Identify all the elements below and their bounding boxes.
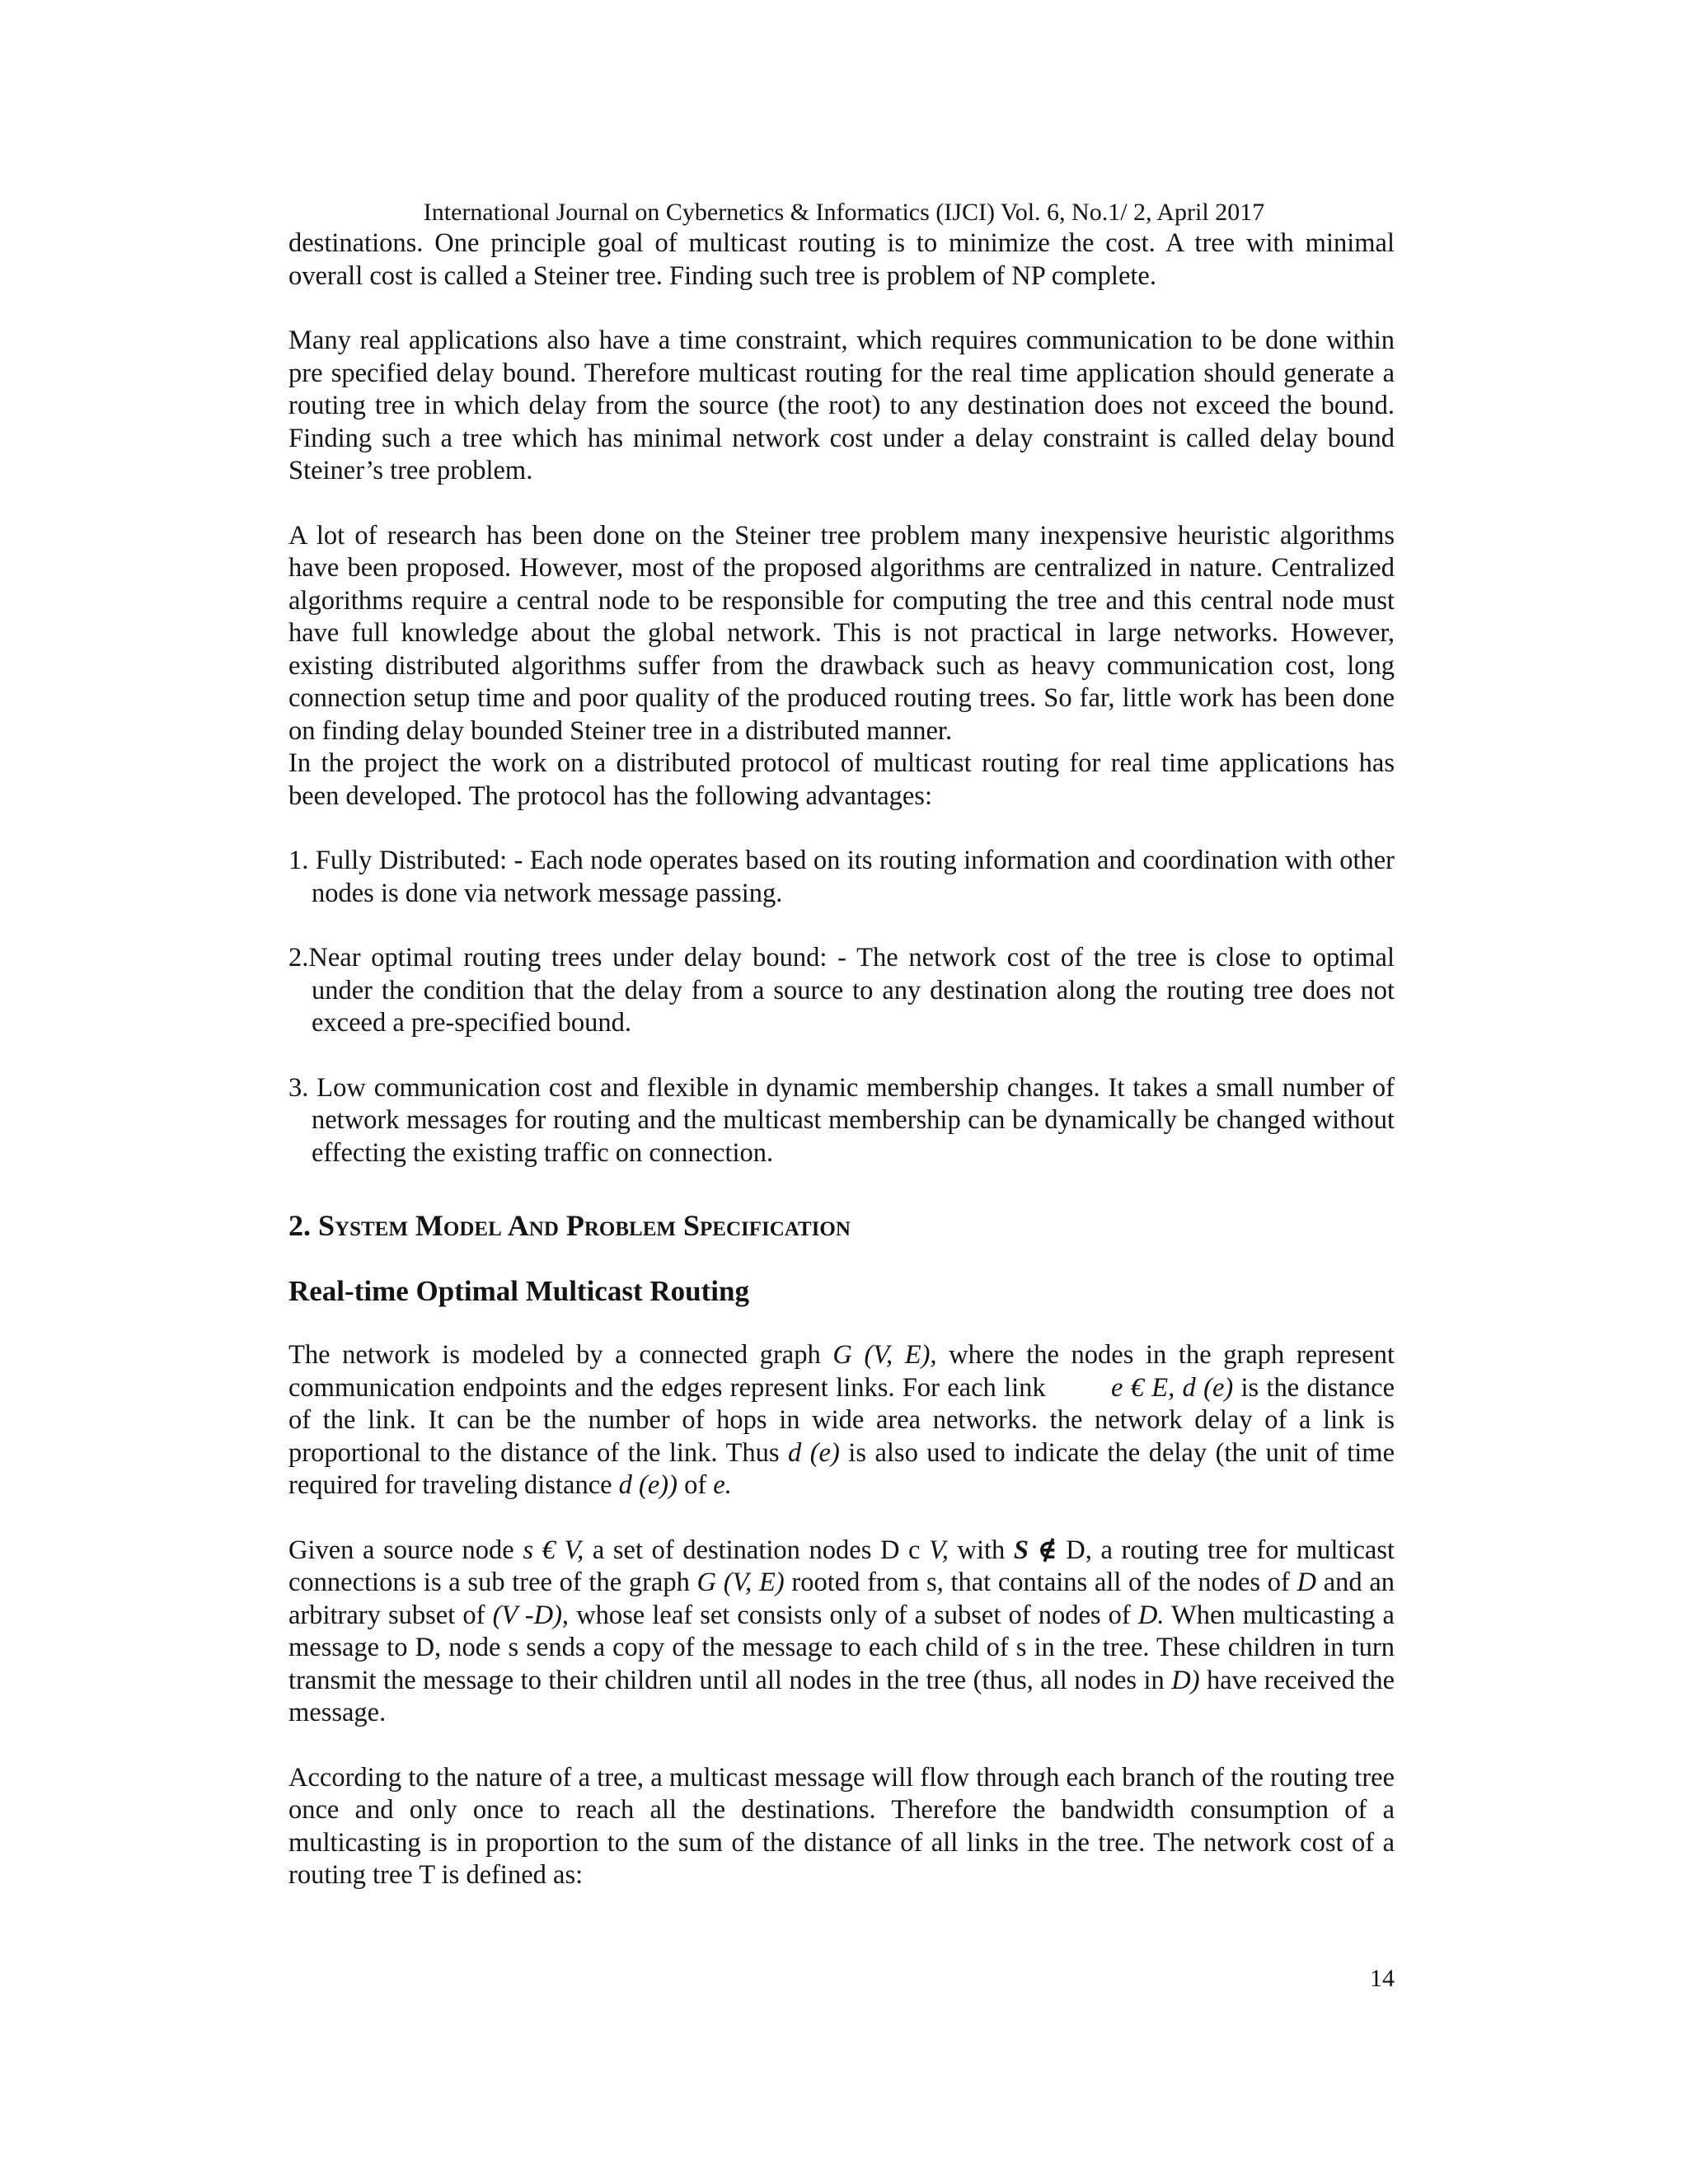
paragraph-prior-research: A lot of research has been done on the Steiner tree problem many inexpensive heuristic algorithms have been proposed. However, most of the proposed algorithms are centralized in nature. Centralized algorithms require a central node to be responsible for computing the tree and this central node must have full knowledge about the global network. This is not practical in large networks. However, existing distributed algorithms suffer from the drawback such as heavy communication cost, long connection setup time and poor quality of the produced routing trees. So far, little work has been done on finding delay bounded Steiner tree in a distributed manner.: [288, 520, 1395, 746]
running-header: International Journal on Cybernetics & Informatics (IJCI) Vol. 6, No.1/ 2, April 2017: [423, 199, 1265, 226]
paragraph-routing-tree: Given a source node s € V, a set of destination nodes D c V, with S ∉ D, a routing tree for multicast connections is a sub tree of the graph G (V, E) rooted from s, that contains all of the nodes of D and an arbitrary subset of (V -D), whose leaf set consists only of a subset of nodes of D. When multicasting a message to D, node s sends a copy of the message to each child of s in the tree. These children in turn transmit the message to their children until all nodes in the tree (thus, all nodes in D) have received the message.: [288, 1535, 1395, 1727]
paragraph-network-model: The network is modeled by a connected graph G (V, E), where the nodes in the graph represent communication endpoints and the edges represent links. For each link e € E, d (e) is the distance of the link. It can be the number of hops in wide area networks. the network delay of a link is proportional to the distance of the link. Thus d (e) is also used to indicate the delay (the unit of time required for traveling distance d (e)) of e.: [288, 1340, 1395, 1500]
page-body: [288, 227, 1395, 1892]
paragraph-protocol-intro: In the project the work on a distributed protocol of multicast routing for real time applications has been developed. The protocol has the following advantages:: [288, 748, 1395, 811]
page-number: 14: [1370, 1965, 1395, 1992]
paragraph-cost-intro: destinations. One principle goal of multicast routing is to minimize the cost. A tree with minimal overall cost is called a Steiner tree. Finding such tree is problem of NP complete.: [288, 228, 1395, 291]
list-item: 3. Low communication cost and flexible in dynamic membership changes. It takes a small number of network messages for routing and the multicast membership can be dynamically be changed without effecting the existing traffic on connection.: [288, 1072, 1395, 1168]
paragraph-time-constraint: Many real applications also have a time constraint, which requires communication to be done within pre specified delay bound. Therefore multicast routing for the real time application should generate a routing tree in which delay from the source (the root) to any destination does not exceed the bound. Finding such a tree which has minimal network cost under a delay constraint is called delay bound Steiner’s tree problem.: [288, 326, 1395, 485]
subsection-heading: Real-time Optimal Multicast Routing: [288, 1275, 749, 1307]
list-item: 2.Near optimal routing trees under delay bound: - The network cost of the tree is close to optimal under the condition that the delay from a source to any destination along the routing tree does not exceed a pre-specified bound.: [288, 943, 1395, 1038]
section-heading: 2. System Model And Problem Specification: [288, 1209, 851, 1242]
advantages-list: [288, 845, 1395, 1169]
list-item: 1. Fully Distributed: - Each node operates based on its routing information and coordination with other nodes is done via network message passing.: [288, 846, 1395, 908]
paragraph-network-cost: According to the nature of a tree, a multicast message will flow through each branch of the routing tree once and only once to reach all the destinations. Therefore the bandwidth consumption of a multicasting is in proportion to the sum of the distance of all links in the tree. The network cost of a routing tree T is defined as:: [288, 1762, 1395, 1890]
